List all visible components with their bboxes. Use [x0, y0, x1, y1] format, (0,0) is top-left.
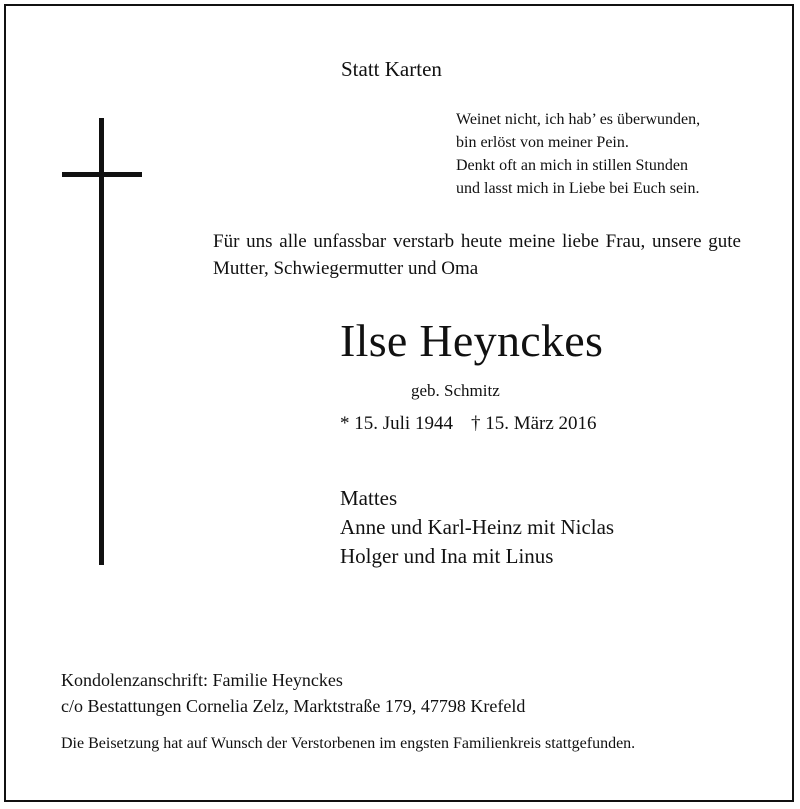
family-line: Mattes: [340, 486, 398, 510]
burial-note: Die Beisetzung hat auf Wunsch der Verstorbenen im engsten Familienkreis stattgefunden.: [61, 735, 636, 752]
poem-line: und lasst mich in Liebe bei Euch sein.: [456, 180, 700, 197]
mourning-family: [340, 484, 614, 571]
condolence-address: [61, 667, 525, 719]
death-date: † 15. März 2016: [470, 413, 597, 434]
birth-date: * 15. Juli 1944: [340, 413, 453, 434]
cross-horizontal-beam: [62, 172, 142, 177]
poem-line: Denkt oft an mich in stillen Stunden: [456, 157, 688, 174]
deceased-name: Ilse Heynckes: [340, 315, 604, 366]
poem-line: Weinet nicht, ich hab’ es überwunden,: [456, 111, 701, 128]
intro-text: Für uns alle unfassbar verstarb heute meine liebe Frau, unsere gute Mutter, Schwiegermutter und Oma: [213, 231, 741, 279]
maiden-name: geb. Schmitz: [411, 381, 500, 400]
poem: [456, 108, 700, 200]
life-dates: [340, 413, 597, 435]
address-line: c/o Bestattungen Cornelia Zelz, Marktstraße 179, 47798 Krefeld: [61, 696, 526, 716]
poem-line: bin erlöst von meiner Pein.: [456, 134, 629, 151]
address-line: Kondolenzanschrift: Familie Heynckes: [61, 670, 343, 690]
cross-vertical-beam: [99, 118, 104, 565]
family-line: Holger und Ina mit Linus: [340, 544, 554, 568]
notice-header: Statt Karten: [341, 57, 442, 81]
family-line: Anne und Karl-Heinz mit Niclas: [340, 515, 615, 539]
